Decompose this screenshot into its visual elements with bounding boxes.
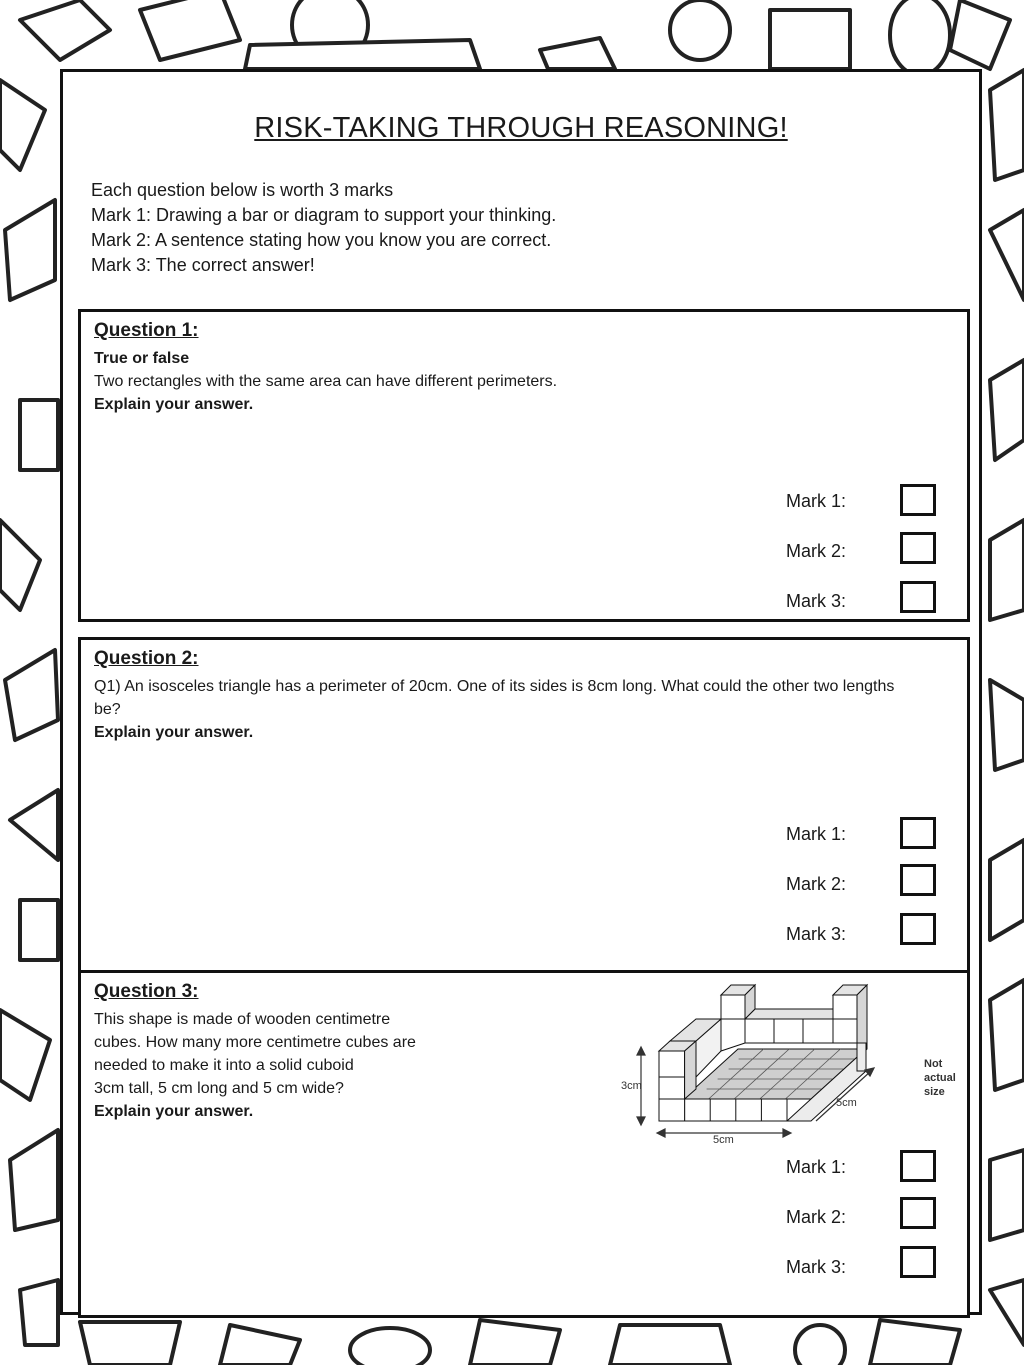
q2-mark-2-checkbox[interactable] xyxy=(900,864,936,896)
not-actual-size-note: size xyxy=(924,1086,945,1098)
question-1-prompt: Explain your answer. xyxy=(94,396,254,413)
q2-mark-2-label: Mark 2: xyxy=(786,874,847,894)
q1-mark-3-label: Mark 3: xyxy=(786,591,847,611)
back-left-tower-lower xyxy=(721,1019,745,1051)
question-1-box xyxy=(78,309,970,622)
width-label: 5cm xyxy=(836,1097,857,1109)
q2-mark-1-label: Mark 1: xyxy=(786,824,847,844)
question-2-prompt: Explain your answer. xyxy=(94,724,254,741)
right-wall-front xyxy=(857,1043,866,1071)
q3-mark-1-label: Mark 1: xyxy=(786,1157,847,1177)
question-3-text-line: cubes. How many more centimetre cubes are xyxy=(94,1034,416,1051)
question-3-heading: Question 3: xyxy=(94,981,199,1002)
instruction-line: Mark 1: Drawing a bar or diagram to support your thinking. xyxy=(91,205,557,225)
q3-mark-1-checkbox[interactable] xyxy=(900,1150,936,1182)
question-2-box xyxy=(78,637,970,973)
left-tower-front xyxy=(659,1051,685,1121)
instructions xyxy=(91,178,556,278)
height-label: 3cm xyxy=(621,1080,642,1092)
instruction-line: Mark 3: The correct answer! xyxy=(91,255,315,275)
question-3-box xyxy=(78,970,970,1318)
instruction-line: Mark 2: A sentence stating how you know you are correct. xyxy=(91,230,552,250)
question-3-text-line: needed to make it into a solid cuboid xyxy=(94,1057,354,1074)
question-3-body xyxy=(94,1008,534,1123)
question-1-body xyxy=(94,347,954,416)
q2-mark-3-label: Mark 3: xyxy=(786,924,847,944)
question-3-prompt: Explain your answer. xyxy=(94,1103,254,1120)
instruction-line: Each question below is worth 3 marks xyxy=(91,180,394,200)
question-1-heading: Question 1: xyxy=(94,320,199,341)
left-tower-side xyxy=(685,1041,696,1099)
question-2-text: Q1) An isosceles triangle has a perimeter of 20cm. One of its sides is 8cm long. What could the other two lengths be? xyxy=(94,678,895,718)
cube-shape-diagram xyxy=(621,981,973,1145)
question-1-subheading: True or false xyxy=(94,350,190,367)
q1-mark-2-checkbox[interactable] xyxy=(900,532,936,564)
q3-mark-3-label: Mark 3: xyxy=(786,1257,847,1277)
back-wall-front xyxy=(745,1019,833,1043)
back-wall-top xyxy=(745,1009,843,1019)
page-title: RISK-TAKING THROUGH REASONING! xyxy=(254,112,788,144)
not-actual-size-note: actual xyxy=(924,1072,956,1084)
q3-mark-2-checkbox[interactable] xyxy=(900,1197,936,1229)
question-3-text-line: 3cm tall, 5 cm long and 5 cm wide? xyxy=(94,1080,344,1097)
q1-mark-1-label: Mark 1: xyxy=(786,491,847,511)
back-left-tower-front xyxy=(721,995,745,1019)
question-2-heading: Question 2: xyxy=(94,648,199,669)
question-1-text: Two rectangles with the same area can have different perimeters. xyxy=(94,373,558,390)
q3-mark-3-checkbox[interactable] xyxy=(900,1246,936,1278)
q1-mark-2-label: Mark 2: xyxy=(786,541,847,561)
q2-mark-3-checkbox[interactable] xyxy=(900,913,936,945)
q1-mark-3-checkbox[interactable] xyxy=(900,581,936,613)
not-actual-size-note: Not xyxy=(924,1058,943,1070)
q1-mark-1-checkbox[interactable] xyxy=(900,484,936,516)
question-2-body xyxy=(94,675,924,744)
q2-mark-1-checkbox[interactable] xyxy=(900,817,936,849)
q3-mark-2-label: Mark 2: xyxy=(786,1207,847,1227)
length-label: 5cm xyxy=(713,1134,734,1145)
question-3-text-line: This shape is made of wooden centimetre xyxy=(94,1011,391,1028)
